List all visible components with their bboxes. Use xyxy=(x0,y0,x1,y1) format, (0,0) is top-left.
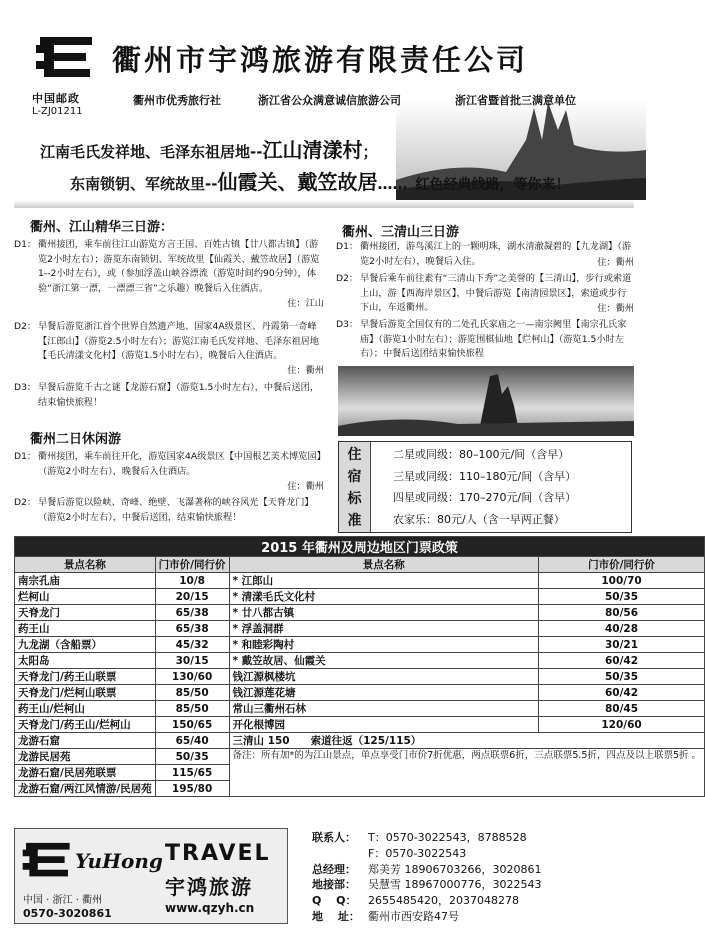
table-row xyxy=(15,589,705,605)
contact-row: 地接部： 吴慧雪 18967000776，3022543 xyxy=(312,878,542,892)
tour-title-sanqingshan: 衢州、三清山三日游 xyxy=(342,225,460,240)
tour1-day1: D1： 衢州接团，乘车前往江山游览方言王国、百姓古镇【廿八都古镇】（游览2小时左右）；游览东南锁钥、军统故里【仙霞关、戴笠故居】（游览1--2小时左右），或（参加浮盖山峡谷漂流（游览时间约90分钟），体验“浙江第一漂，一漂漂三省”之乐趣）晚餐后入住酒店。 xyxy=(14,239,320,294)
accommodation-row: 三星或同级：110–180元/间（含早） xyxy=(393,469,577,483)
china-post-logo xyxy=(34,33,96,89)
cell: 120/60 xyxy=(539,717,705,733)
cell: 80/56 xyxy=(539,605,705,621)
cell: 30/15 xyxy=(155,653,229,669)
cell: 南宗孔庙 xyxy=(15,573,156,589)
tour1-day3: D3： 早餐后游览千古之谜【龙游石窟】（游览1.5小时左右），中餐后送团，结束愉快旅程！ xyxy=(14,382,320,408)
cell: 65/40 xyxy=(155,733,229,749)
contact-row: 总经理： 郑美芳 18906703266，3020861 xyxy=(312,862,542,876)
post-label: 中国邮政 xyxy=(32,92,80,105)
cell: * 和睦彩陶村 xyxy=(229,637,539,653)
tour2-day2: D2： 早餐后游览以险峡、奇峰、绝壁、飞瀑著称的峡谷风光【天脊龙门】（游览2小时左右），中餐后送团，结束愉快旅程！ xyxy=(14,497,314,523)
cell: 45/32 xyxy=(155,637,229,653)
tour3-day1: D1： 衢州接团，游鸟溪江上的一颗明珠，湖水清澈凝碧的【九龙湖】（游览2小时左右），晚餐后入住。 xyxy=(336,241,632,267)
header xyxy=(0,0,646,205)
brand-web: www.qzyh.cn xyxy=(165,901,255,915)
cell: 115/65 xyxy=(155,765,229,781)
brand-places: 中国 · 浙江 · 衢州 xyxy=(23,895,103,906)
brand-travel: TRAVEL xyxy=(165,841,271,866)
cell: 九龙湖（含船票） xyxy=(15,637,156,653)
cell: 150/65 xyxy=(155,717,229,733)
cell: 130/60 xyxy=(155,669,229,685)
cell: 30/21 xyxy=(539,637,705,653)
cell: 天脊龙门 xyxy=(15,605,156,621)
cell: * 廿八都古镇 xyxy=(229,605,539,621)
cell: 龙游石窟 xyxy=(15,733,156,749)
table-row xyxy=(15,685,705,701)
tour3-day2: D2： 早餐后乘车前往素有“三清山下秀”之美誉的【三清山】，步行或索道上山，游【西海岸景区】，中餐后游览【南清园景区】，索道或步行下山，车返衢州。 xyxy=(336,273,632,313)
accommodation-row: 二星或同级：80–100元/间（含早） xyxy=(393,448,570,461)
cell: 龙游石窟/民居苑联票 xyxy=(15,765,156,781)
contact-row: 联系人： T：0570-3022543，8788528 xyxy=(312,831,527,844)
tour1-day2: D2： 早餐后游览浙江首个世界自然遗产地、国家4A级景区、丹霞第一奇峰【江郎山】（游览2.5小时左右）；游览江南毛氏发祥地、毛泽东祖居地【毛氏清漾文化村】（游览1.5小时左右），晚餐后入住酒店。 xyxy=(14,321,320,361)
cell: 开化根博园 xyxy=(229,717,539,733)
cell: 钱江源枫楼坑 xyxy=(229,669,539,685)
cell: 100/70 xyxy=(539,573,705,589)
contact-info xyxy=(312,830,541,925)
cell: 龙游石窟/两江风情游/民居苑 xyxy=(15,781,156,797)
col-header: 景点名称 xyxy=(15,557,156,573)
tour1-day2-stay: 住：衢州 xyxy=(287,365,324,376)
cell: 天脊龙门/药王山联票 xyxy=(15,669,156,685)
accommodation-row: 四星或同级：170–270元/间（含早） xyxy=(393,491,577,504)
accommodation-label: 住 宿 标 准 xyxy=(339,442,371,532)
tour2-day1: D1： 衢州接团，乘车前往开化，游览国家4A级景区【中国根艺美术博览园】（游览2小时左右），晚餐后入住酒店。 xyxy=(14,451,322,477)
cell: 常山三衢州石林 xyxy=(229,701,539,717)
table-row xyxy=(15,701,705,717)
cell: 钱江源莲花塘 xyxy=(229,685,539,701)
table-row xyxy=(15,749,705,765)
cell: * 浮盖洞群 xyxy=(229,621,539,637)
subtitle-2: 浙江省公众满意诚信旅游公司 xyxy=(258,94,401,107)
cell: 60/42 xyxy=(539,685,705,701)
cell: * 江郎山 xyxy=(229,573,539,589)
table-row xyxy=(15,637,705,653)
divider-band xyxy=(14,200,634,208)
tour-title-jiangshan: 衢州、江山精华三日游： xyxy=(30,220,174,235)
subtitle-3: 浙江省暨首批三满意单位 xyxy=(455,94,576,107)
cell: 85/50 xyxy=(155,701,229,717)
col-header: 门市价/同行价 xyxy=(155,557,229,573)
cell: 药王山 xyxy=(15,621,156,637)
cell: * 戴笠故居、仙霞关 xyxy=(229,653,539,669)
subtitle-1: 衢州市优秀旅行社 xyxy=(133,94,221,107)
cell: 太阳岛 xyxy=(15,653,156,669)
cell: 天脊龙门/烂柯山联票 xyxy=(15,685,156,701)
contact-row: F：0570-3022543 xyxy=(368,846,467,860)
cell: 天脊龙门/药王山/烂柯山 xyxy=(15,717,156,733)
cell: 50/35 xyxy=(539,669,705,685)
contact-row: 地 址： 衢州市西安路47号 xyxy=(312,909,459,923)
brand-logo-box xyxy=(14,828,288,924)
sanqingshan-price: 三清山 150 索道往返（125/115） xyxy=(229,733,705,749)
table-row xyxy=(15,669,705,685)
tour3-day3: D3： 早餐后游览全国仅有的二处孔氏家庙之一—南宗阙里【南宗孔氏家庙】（游览1小时左右）；游览围棋仙地【烂柯山】（游览1.5小时左右）；中餐后送团结束愉快旅程 xyxy=(336,319,627,359)
brand-cn: 宇鸿旅游 xyxy=(165,875,253,899)
brand-phone: 0570-3020861 xyxy=(23,907,112,920)
cell: 195/80 xyxy=(155,781,229,797)
tour2-day1-stay: 住：衢州 xyxy=(287,481,324,492)
ticket-note: 备注：所有加*的为江山景点，单点享受门市价7折优惠，两点联票6折，三点联票5.5折，四点及以上联票5折 。 xyxy=(229,749,705,797)
table-row xyxy=(15,573,705,589)
table-row xyxy=(15,733,705,749)
cell: 65/38 xyxy=(155,605,229,621)
yuhong-logo-icon xyxy=(21,839,73,887)
cell: 20/15 xyxy=(155,589,229,605)
cell: 60/42 xyxy=(539,653,705,669)
cell: 65/38 xyxy=(155,621,229,637)
tour-title-twoday: 衢州二日休闲游 xyxy=(30,432,122,447)
cell: 药王山/烂柯山 xyxy=(15,701,156,717)
table-row xyxy=(15,717,705,733)
table-row xyxy=(15,605,705,621)
company-name: 衢州市宇鸿旅游有限责任公司 xyxy=(112,43,529,77)
cell: 龙游民居苑 xyxy=(15,749,156,765)
cell: 80/45 xyxy=(539,701,705,717)
tour3-day1-stay: 住：衢州 xyxy=(597,257,634,268)
brand-en: YuHong xyxy=(75,849,163,873)
accommodation-box xyxy=(338,441,632,533)
cell: 40/28 xyxy=(539,621,705,637)
cell: 10/8 xyxy=(155,573,229,589)
cell: 85/50 xyxy=(155,685,229,701)
license-number: L-ZJ01211 xyxy=(32,106,83,117)
tour1-day1-stay: 住：江山 xyxy=(287,298,324,309)
cell: 50/35 xyxy=(155,749,229,765)
cell: 烂柯山 xyxy=(15,589,156,605)
ticket-table-title: 2015 年衢州及周边地区门票政策 xyxy=(15,537,705,557)
cell: * 清漾毛氏文化村 xyxy=(229,589,539,605)
contact-row: Q Q： 2655485420，2037048278 xyxy=(312,894,519,908)
ticket-table xyxy=(14,536,705,797)
sanqingshan-photo xyxy=(338,366,634,436)
table-row xyxy=(15,621,705,637)
table-row xyxy=(15,653,705,669)
slogan-2: 东南锁钥、军统故里--仙霞关、戴笠故居…… 红色经典线路，等你来！ xyxy=(70,170,570,194)
col-header: 景点名称 xyxy=(229,557,539,573)
cell: 50/35 xyxy=(539,589,705,605)
accommodation-row: 农家乐：80元/人（含一早两正餐） xyxy=(393,512,565,526)
col-header: 门市价/同行价 xyxy=(539,557,705,573)
tour3-day2-stay: 住：衢州 xyxy=(597,303,634,314)
slogan-1: 江南毛氏发祥地、毛泽东祖居地--江山清漾村； xyxy=(40,138,378,162)
